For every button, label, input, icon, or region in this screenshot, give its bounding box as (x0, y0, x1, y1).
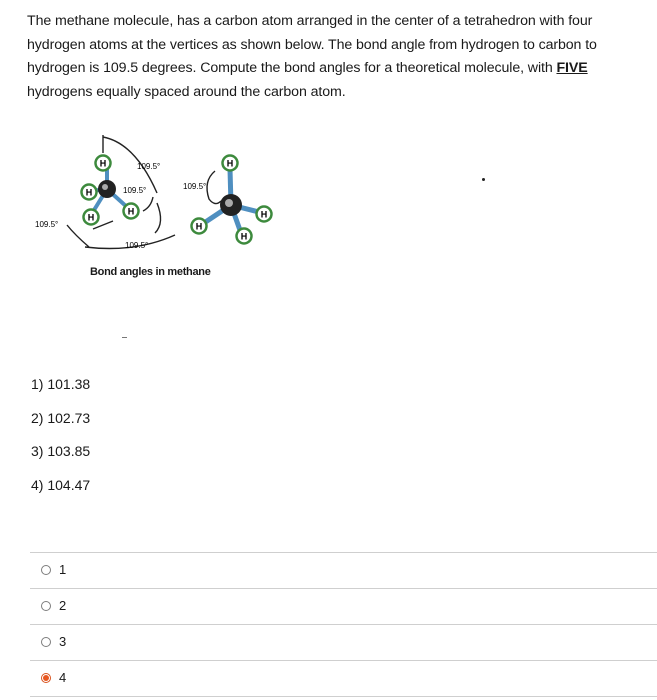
hydrogen-atom (257, 207, 272, 222)
option-label-4: 4 (59, 670, 67, 685)
svg-text:H: H (127, 206, 135, 217)
stray-dot (482, 178, 485, 181)
question-text-part1: The methane molecule, has a carbon atom arranged in the center of a tetrahedron with four hydrogen atoms at the vertices as shown below. The bond angle from hydrogen to carbon to hydrogen is 109.5 degrees. Compute the bond angles for a theoretical molecule, with (27, 13, 597, 76)
hydrogen-atom (124, 204, 139, 219)
angle-label: 109.5° (123, 186, 147, 195)
svg-text:H: H (99, 158, 107, 169)
angle-label: 109.5° (183, 182, 207, 191)
methane-figure (25, 125, 325, 285)
radio-button-4[interactable] (41, 673, 51, 683)
option-row-1[interactable] (30, 552, 657, 588)
angle-arc (155, 203, 161, 233)
angle-arc (67, 225, 89, 247)
radio-button-3[interactable] (41, 637, 51, 647)
stray-mark (122, 337, 127, 338)
hydrogen-atom (237, 229, 252, 244)
angle-label: 109.5° (35, 220, 59, 229)
choice-4: 4) 104.47 (31, 476, 91, 493)
angle-arc (143, 197, 153, 211)
option-label-1: 1 (59, 562, 67, 577)
question-text-part2: hydrogens equally spaced around the carbon atom. (27, 83, 346, 100)
svg-text:H: H (85, 187, 93, 198)
choice-3: 3) 103.85 (31, 443, 91, 459)
angle-arc (207, 171, 221, 204)
choice-2: 2) 102.73 (31, 409, 91, 426)
carbon-highlight (102, 184, 108, 190)
hydrogen-atom (96, 156, 111, 171)
question-text (27, 10, 647, 104)
figure-caption: Bond angles in methane (90, 266, 211, 278)
svg-text:H: H (195, 221, 203, 232)
answer-choices (31, 374, 90, 508)
hydrogen-atom (84, 210, 99, 225)
svg-text:H: H (260, 209, 268, 220)
radio-button-1[interactable] (41, 565, 51, 575)
hydrogen-atom (82, 185, 97, 200)
option-row-4[interactable] (30, 660, 657, 697)
option-row-3[interactable] (30, 624, 657, 660)
methane-diagram (25, 125, 325, 285)
svg-text:H: H (226, 158, 234, 169)
svg-text:H: H (240, 231, 248, 242)
question-emphasis: FIVE (556, 60, 588, 76)
angle-label: 109.5° (125, 241, 149, 250)
hydrogen-atom (192, 219, 207, 234)
option-label-2: 2 (59, 598, 67, 613)
option-row-2[interactable] (30, 588, 657, 624)
carbon-highlight (225, 199, 233, 207)
hydrogen-atom (223, 156, 238, 171)
option-label-3: 3 (59, 634, 67, 649)
svg-text:H: H (87, 212, 95, 223)
radio-button-2[interactable] (41, 601, 51, 611)
choice-1: 1) 101.38 (31, 376, 91, 392)
radio-options (30, 552, 657, 697)
angle-label: 109.5° (137, 162, 161, 171)
